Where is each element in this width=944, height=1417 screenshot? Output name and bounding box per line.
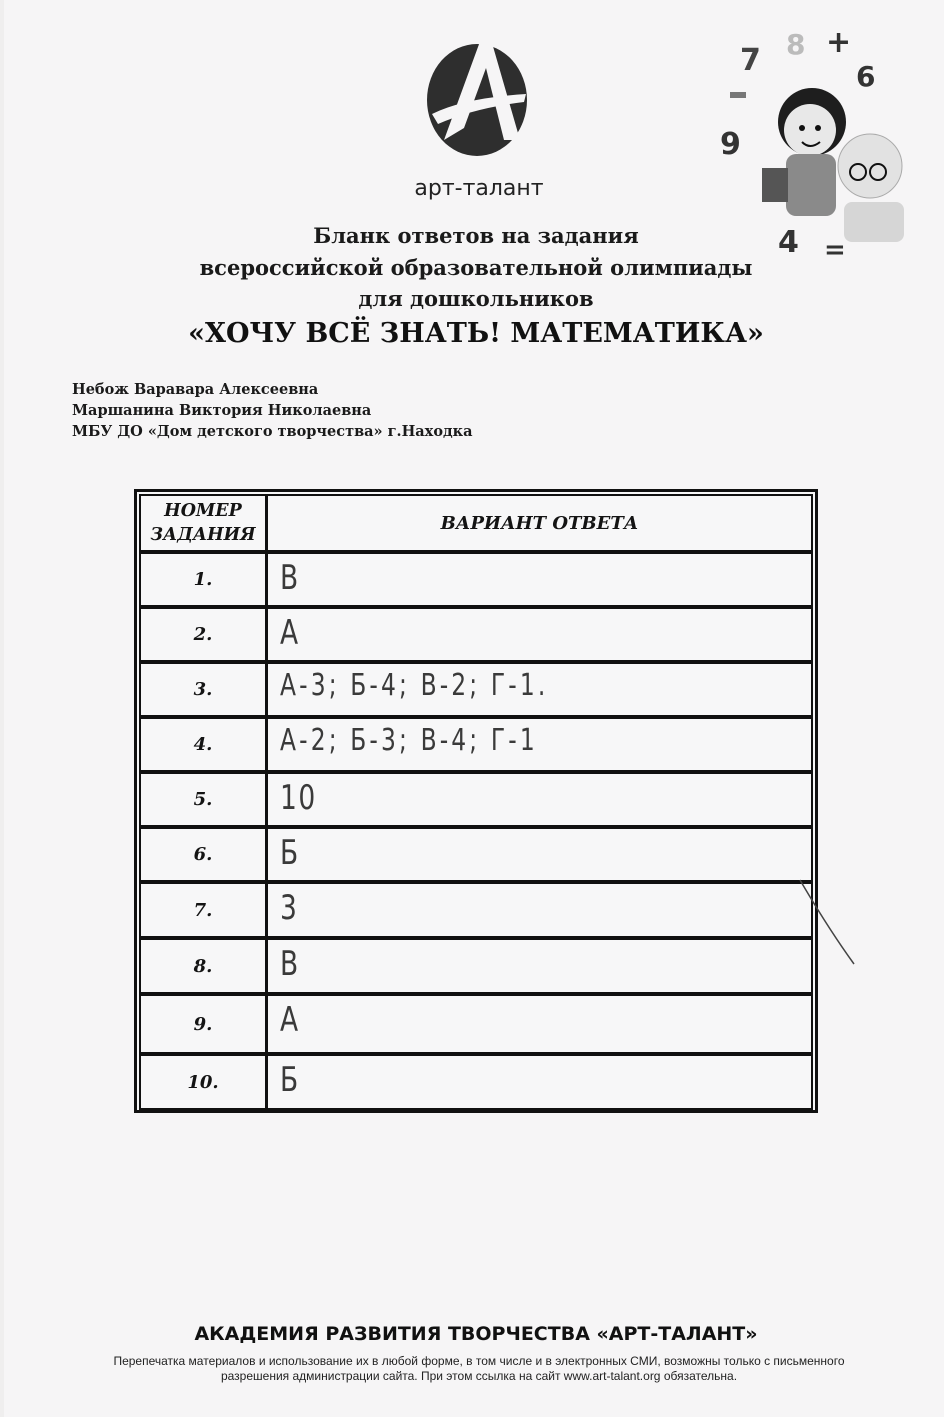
answer-cell xyxy=(268,1056,811,1108)
table-row xyxy=(139,552,813,607)
table-row xyxy=(139,717,813,772)
task-number: 1. xyxy=(141,554,268,605)
task-number: 10. xyxy=(141,1056,268,1108)
author-1: Небож Варавара Алексеевна xyxy=(72,381,319,398)
decor-number: 4 xyxy=(778,225,799,260)
table-row xyxy=(139,1054,813,1110)
handwritten-answer: Б xyxy=(280,1060,300,1100)
decor-number: 6 xyxy=(856,60,876,93)
decor-number: 9 xyxy=(720,127,741,162)
olympiad-title: «ХОЧУ ВСЁ ЗНАТЬ! МАТЕМАТИКА» xyxy=(188,318,764,349)
handwritten-answer: А-3; Б-4; В-2; Г-1. xyxy=(280,668,549,703)
task-number: 6. xyxy=(141,829,268,880)
header-task-number xyxy=(141,496,268,550)
decor-number: 7 xyxy=(740,43,761,78)
answer-cell xyxy=(268,940,811,992)
handwritten-answer: Б xyxy=(280,833,300,873)
table-header-row xyxy=(139,494,813,552)
answer-cell xyxy=(268,554,811,605)
table-row xyxy=(139,827,813,882)
author-2: Маршанина Виктория Николаевна xyxy=(72,402,372,419)
task-number: 2. xyxy=(141,609,268,660)
task-number: 8. xyxy=(141,940,268,992)
answer-table xyxy=(134,489,818,1113)
table-row xyxy=(139,994,813,1054)
heading-line-3: для дошкольников xyxy=(358,286,594,311)
header-num-line-1: НОМЕР xyxy=(164,501,242,521)
task-number: 5. xyxy=(141,774,268,825)
table-row xyxy=(139,938,813,994)
art-talant-logo-icon xyxy=(424,28,530,158)
table-row xyxy=(139,662,813,717)
task-number: 4. xyxy=(141,719,268,770)
answer-cell xyxy=(268,609,811,660)
institution: МБУ ДО «Дом детского творчества» г.Находка xyxy=(72,423,473,440)
handwritten-answer: А xyxy=(280,613,300,653)
brand-name: арт-талант xyxy=(414,176,544,201)
heading-line-1: Бланк ответов на задания xyxy=(313,223,639,248)
pen-stroke-mark xyxy=(798,878,858,968)
handwritten-answer: В xyxy=(280,558,300,598)
decor-number: + xyxy=(826,26,852,60)
handwritten-answer: 3 xyxy=(280,888,299,928)
heading-line-2: всероссийской образовательной олимпиады xyxy=(199,255,753,280)
table-row xyxy=(139,772,813,827)
answer-cell xyxy=(268,719,811,770)
task-number: 9. xyxy=(141,996,268,1052)
answer-cell xyxy=(268,829,811,880)
decor-number: = xyxy=(824,235,846,262)
header-answer: ВАРИАНТ ОТВЕТА xyxy=(440,512,639,534)
answer-cell xyxy=(268,996,811,1052)
task-number: 3. xyxy=(141,664,268,715)
answer-cell xyxy=(268,664,811,715)
header-num-line-2: ЗАДАНИЯ xyxy=(150,525,256,545)
handwritten-answer: А xyxy=(280,1000,300,1040)
table-row xyxy=(139,882,813,938)
decor-number: 8 xyxy=(786,28,806,61)
handwritten-answer: В xyxy=(280,944,300,984)
table-row xyxy=(139,607,813,662)
answer-sheet xyxy=(4,0,944,1417)
task-number: 7. xyxy=(141,884,268,936)
footer-copyright-note: Перепечатка материалов и использование их в любой форме, в том числе и в электронных СМИ, возможны только с письменного разрешения администрации сайта. При этом ссылка на сайт www.art-talant.org обязательна. xyxy=(113,1354,845,1383)
answer-cell xyxy=(268,774,811,825)
handwritten-answer: 10 xyxy=(280,778,317,818)
footer-title: АКАДЕМИЯ РАЗВИТИЯ ТВОРЧЕСТВА «АРТ-ТАЛАНТ» xyxy=(194,1323,758,1345)
answer-cell xyxy=(268,884,811,936)
handwritten-answer: А-2; Б-3; В-4; Г-1 xyxy=(280,723,538,758)
